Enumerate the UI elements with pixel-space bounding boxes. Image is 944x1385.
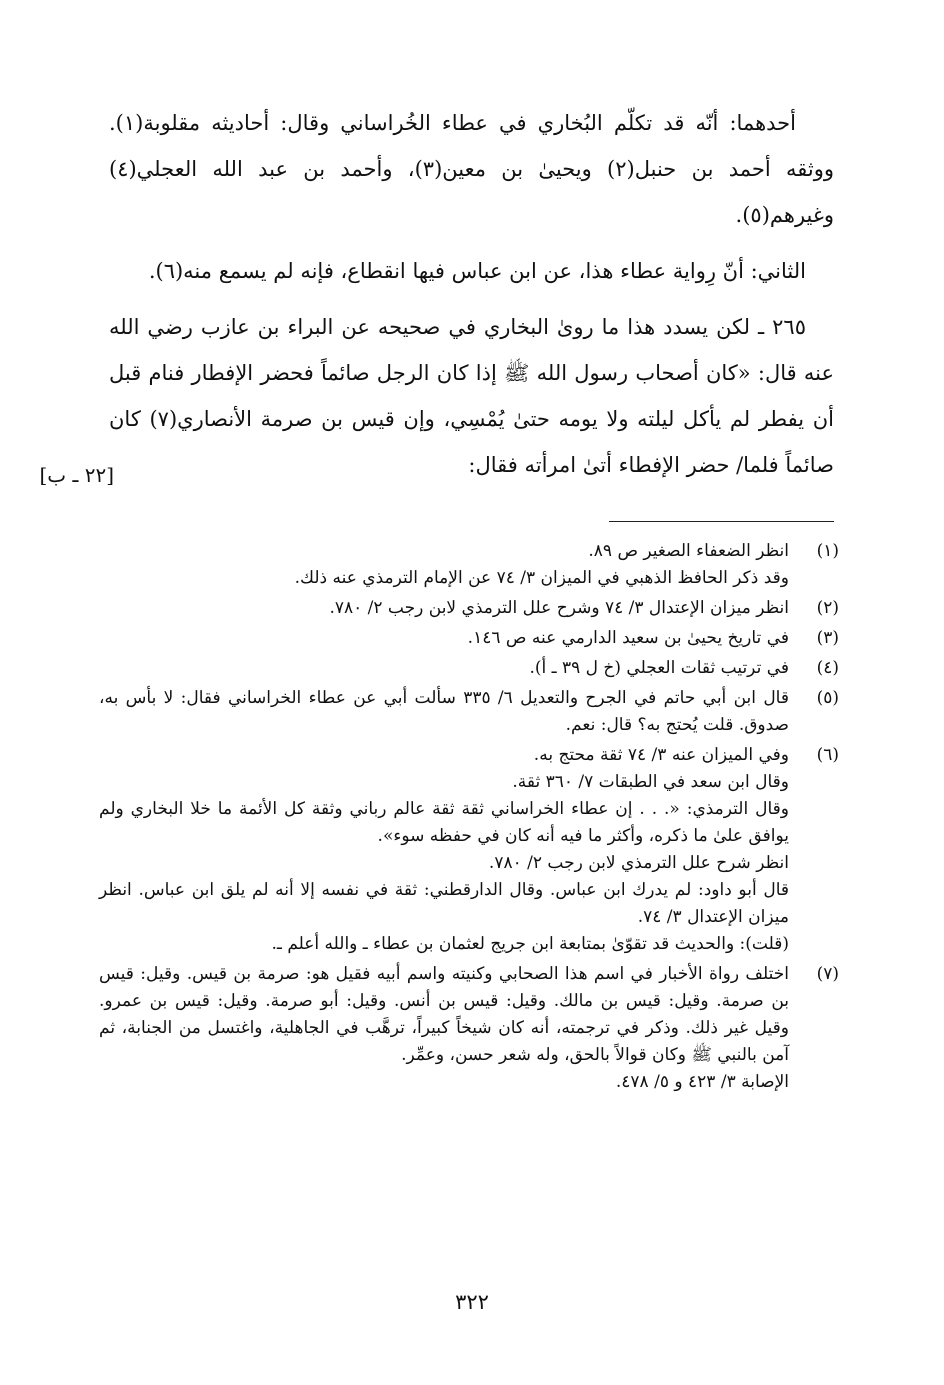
- footnote-line: قال أبو داود: لم يدرك ابن عباس. وقال الدارقطني: ثقة في نفسه إلا أنه لم يلق ابن عباس. انظر ميزان الإعتدال ٣/ ٧٤.: [99, 880, 789, 927]
- main-text: [109, 100, 834, 488]
- margin-folio-note: [٢٢ ـ ب]: [39, 463, 114, 487]
- footnote: [99, 595, 839, 622]
- footnote-line: الإصابة ٣/ ٤٢٣ و ٥/ ٤٧٨.: [615, 1072, 789, 1092]
- footnote-number: (٥): [816, 688, 839, 708]
- footnote-number: (٧): [816, 964, 839, 984]
- footnotes: [99, 538, 839, 1099]
- footnote-number: (٤): [816, 658, 839, 678]
- footnote-line: في ترتيب ثقات العجلي (خ ل ٣٩ ـ أ).: [529, 658, 789, 678]
- footnote-line: وفي الميزان عنه ٣/ ٧٤ ثقة محتج به.: [533, 745, 789, 765]
- footnote: [99, 685, 839, 739]
- footnote-number: (٢): [816, 598, 839, 618]
- paragraph-265: ٢٦٥ ـ لكن يسدد هذا ما روىٰ البخاري في صحيحه عن البراء بن عازب رضي الله عنه قال: «كان أصحاب رسول الله ﷺ إذا كان الرجل صائماً فحضر الإفطار فنام قبل أن يفطر لم يأكل ليلته ولا يومه حتىٰ يُمْسِي، وإن قيس بن صرمة الأنصاري(٧) كان صائماً فلما/ حضر الإفطاء أتىٰ امرأته فقال:: [109, 315, 834, 477]
- paragraph-1: أحدهما: أنّه قد تكلّم البُخاري في عطاء الخُراساني وقال: أحاديثه مقلوبة(١). ووثقه أحمد بن حنبل(٢) ويحيىٰ بن معين(٣)، وأحمد بن عبد الله العجلي(٤) وغيرهم(٥).: [109, 111, 834, 227]
- footnote-line: انظر ميزان الإعتدال ٣/ ٧٤ وشرح علل الترمذي لابن رجب ٢/ ٧٨٠.: [329, 598, 789, 618]
- footnote-line: (قلت): والحديث قد تقوّىٰ بمتابعة ابن جريج لعثمان بن عطاء ـ والله أعلم ـ.: [271, 934, 789, 954]
- footnote: [99, 961, 839, 1096]
- footnote-line: في تاريخ يحيىٰ بن سعيد الدارمي عنه ص ١٤٦.: [467, 628, 789, 648]
- footnote-line: اختلف رواة الأخبار في اسم هذا الصحابي وكنيته واسم أبيه فقيل هو: صرمة بن قيس. وقيل: قيس بن صرمة. وقيل: قيس بن مالك. وقيل: قيس بن أنس. وقيل: أبو صرمة. وقيل: قيس بن عمرو. وقيل غير ذلك. وذكر في ترجمته، أنه كان شيخاً كبيراً، ترهَّب في الجاهلية، واغتسل من الجنابة، ثم آمن بالنبي ﷺ وكان قوالاً بالحق، وله شعر حسن، وعمِّر.: [99, 964, 789, 1065]
- footnote: [99, 625, 839, 652]
- footnote: [99, 742, 839, 958]
- footnote-number: (٣): [816, 628, 839, 648]
- footnote-separator: [609, 521, 834, 522]
- paragraph-2: الثاني: أنّ رِواية عطاء هذا، عن ابن عباس فيها انقطاع، فإنه لم يسمع منه(٦).: [148, 259, 806, 283]
- footnote: [99, 655, 839, 682]
- footnote-line: انظر شرح علل الترمذي لابن رجب ٢/ ٧٨٠.: [488, 853, 789, 873]
- footnote-line: قال ابن أبي حاتم في الجرح والتعديل ٦/ ٣٣٥ سألت أبي عن عطاء الخراساني فقال: لا بأس به، صدوق. قلت يُحتج به؟ قال: نعم.: [99, 688, 789, 735]
- footnote-line: وقال الترمذي: «. . . إن عطاء الخراساني ثقة ثقة عالم رباني وثقة كل الأئمة ما خلا البخاري ولم يوافق علىٰ ما ذكره، وأكثر ما فيه أنه كان في حفظه سوء».: [99, 799, 789, 846]
- page-number: ٣٢٢: [455, 1290, 489, 1314]
- footnote-line: وقال ابن سعد في الطبقات ٧/ ٣٦٠ ثقة.: [512, 772, 789, 792]
- footnote: [99, 538, 839, 592]
- footnote-line: انظر الضعفاء الصغير ص ٨٩.: [588, 541, 789, 561]
- footnote-number: (٦): [816, 745, 839, 765]
- footnote-line: وقد ذكر الحافظ الذهبي في الميزان ٣/ ٧٤ عن الإمام الترمذي عنه ذلك.: [294, 568, 789, 588]
- footnote-number: (١): [816, 541, 839, 561]
